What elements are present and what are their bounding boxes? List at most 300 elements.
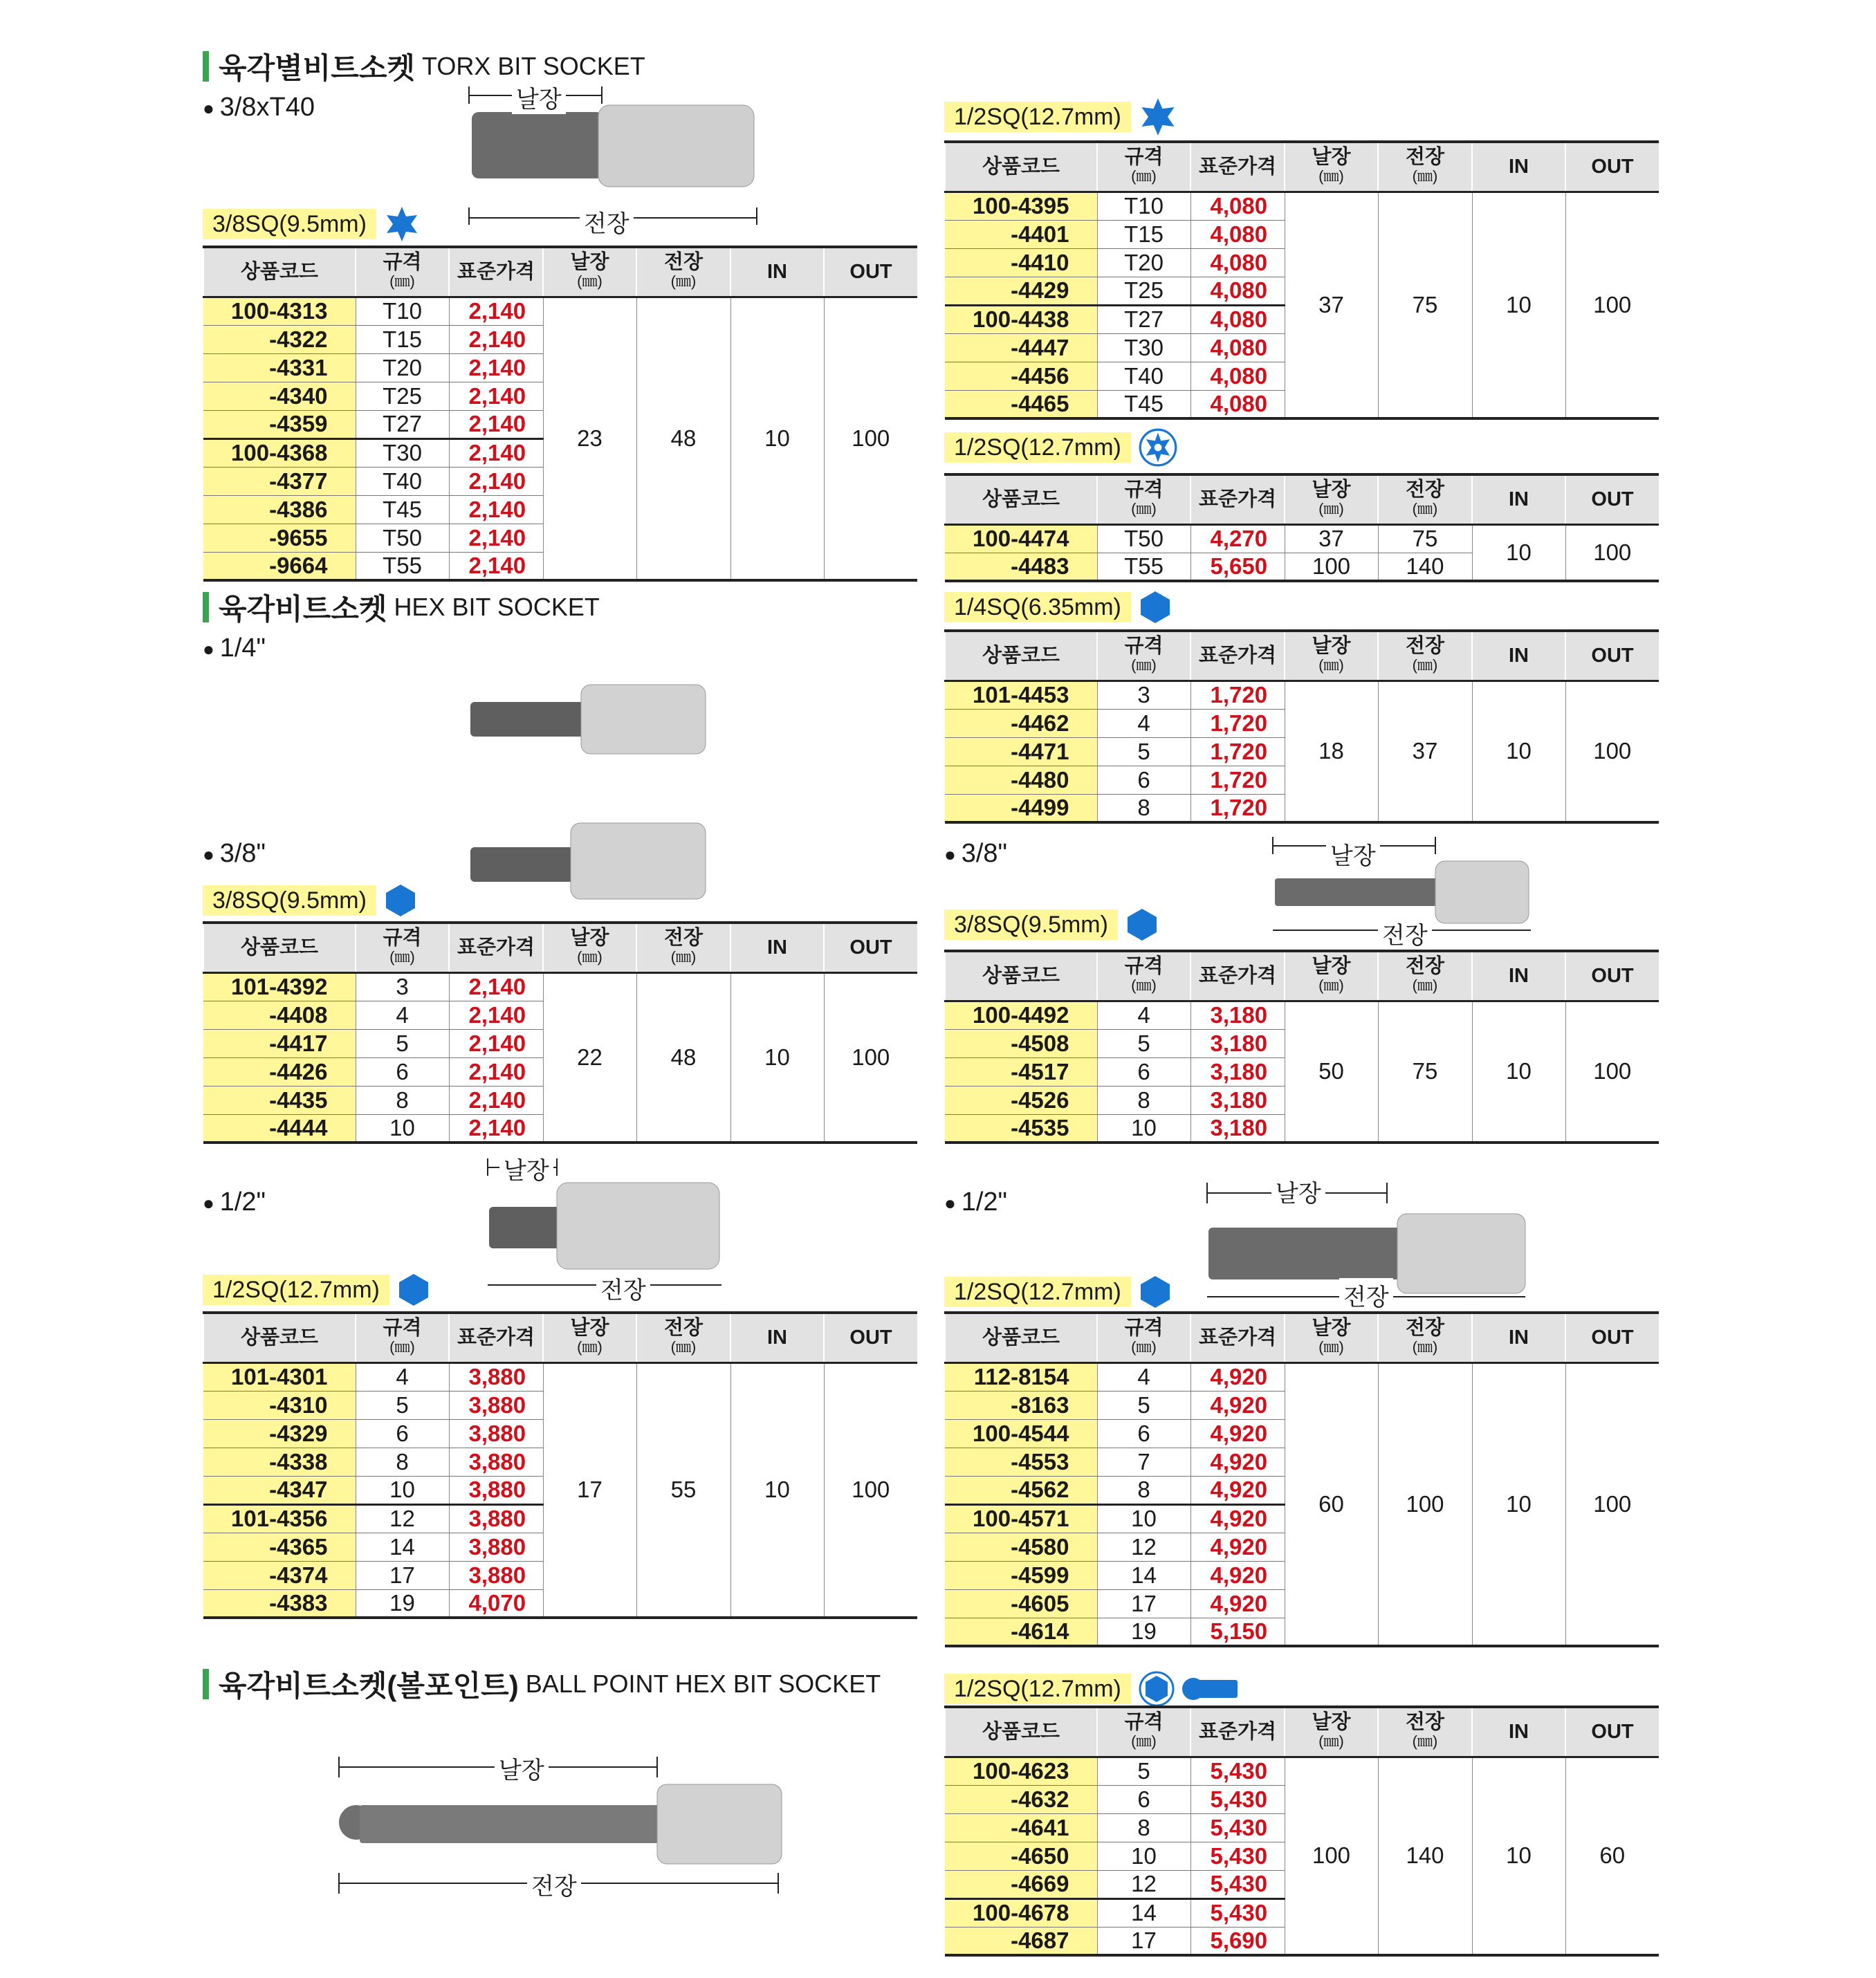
- spec-cell: 10: [730, 297, 824, 580]
- product-code-cell: -4562: [945, 1476, 1097, 1504]
- price-cell: 2,140: [449, 972, 543, 1001]
- column-header: 전장 (㎜): [1378, 951, 1472, 1001]
- column-header: 표준가격: [1190, 631, 1285, 681]
- spec-cell: 19: [1097, 1618, 1190, 1646]
- product-code-cell: -4435: [203, 1086, 356, 1114]
- price-cell: 1,720: [1190, 794, 1285, 822]
- product-code-cell: -4687: [945, 1927, 1097, 1955]
- column-header: 날장 (㎜): [1285, 951, 1378, 1001]
- spec-cell: T15: [356, 325, 449, 353]
- table-row: [945, 192, 1659, 220]
- hexagon-icon: [1125, 907, 1159, 942]
- price-cell: 3,180: [1190, 1114, 1285, 1143]
- price-cell: 2,140: [449, 382, 543, 410]
- price-cell: 2,140: [449, 1114, 543, 1143]
- product-code-cell: -9655: [203, 524, 356, 552]
- table-row: [203, 297, 917, 325]
- spec-cell: 4: [356, 1362, 449, 1391]
- price-cell: 2,140: [449, 552, 543, 580]
- product-code-cell: -4359: [203, 410, 356, 438]
- price-cell: 3,880: [449, 1448, 543, 1476]
- spec-cell: 19: [356, 1589, 449, 1618]
- price-cell: 5,430: [1190, 1842, 1285, 1870]
- spec-cell: T27: [1097, 305, 1190, 333]
- column-header: IN: [1472, 1707, 1565, 1757]
- hex-38-long-table: [944, 950, 1659, 1144]
- price-cell: 4,080: [1190, 248, 1285, 277]
- column-header: 표준가격: [1190, 1707, 1285, 1757]
- spec-cell: 100: [1565, 1001, 1659, 1143]
- column-header: 표준가격: [1190, 1313, 1285, 1362]
- product-code-cell: -4329: [203, 1419, 356, 1448]
- product-code-cell: 100-4474: [945, 524, 1097, 553]
- spec-cell: 8: [1097, 794, 1190, 822]
- table-row: [945, 681, 1659, 709]
- title-accent-bar: [203, 51, 209, 82]
- product-code-cell: 100-4313: [203, 297, 356, 325]
- col-total: 전장 (㎜): [636, 247, 730, 297]
- product-code-cell: 101-4356: [203, 1504, 356, 1533]
- spec-cell: T50: [356, 524, 449, 552]
- column-header: 규격 (㎜): [1097, 1313, 1190, 1362]
- column-header: 표준가격: [1190, 951, 1285, 1001]
- hex-38-sq-label: [203, 885, 418, 916]
- spec-cell: T45: [356, 495, 449, 524]
- price-cell: 4,920: [1190, 1589, 1285, 1618]
- sq-text: 1/4SQ(6.35mm): [944, 592, 1131, 622]
- ball-blade-label: 날장: [495, 1751, 549, 1785]
- hex-12-long-blade-label: 날장: [1271, 1174, 1325, 1208]
- hex-12-sq-label: [203, 1275, 431, 1305]
- table-row: [945, 1001, 1659, 1029]
- spec-cell: 12: [1097, 1870, 1190, 1898]
- spec-cell: 8: [1097, 1476, 1190, 1504]
- spec-cell: 100: [1565, 1362, 1659, 1646]
- product-code-cell: -4417: [203, 1029, 356, 1057]
- product-code-cell: 101-4453: [945, 681, 1097, 709]
- spec-cell: 60: [1285, 1362, 1378, 1646]
- column-header: OUT: [1565, 631, 1659, 681]
- spec-cell: 10: [730, 972, 824, 1143]
- price-cell: 4,080: [1190, 333, 1285, 362]
- ball-title-en: BALL POINT HEX BIT SOCKET: [525, 1670, 881, 1698]
- price-cell: 4,070: [449, 1589, 543, 1618]
- product-code-cell: 100-4395: [945, 192, 1097, 220]
- price-cell: 2,140: [449, 1086, 543, 1114]
- price-cell: 3,880: [449, 1561, 543, 1589]
- column-header: IN: [1472, 1313, 1565, 1362]
- product-code-cell: 100-4571: [945, 1504, 1097, 1533]
- product-code-cell: -4471: [945, 737, 1097, 766]
- spec-cell: 37: [1285, 524, 1378, 553]
- column-header: 전장 (㎜): [1378, 474, 1472, 524]
- torx-total-label: 전장: [580, 205, 634, 239]
- price-cell: 3,880: [449, 1419, 543, 1448]
- spec-cell: 5: [356, 1391, 449, 1419]
- spec-cell: 6: [356, 1057, 449, 1086]
- table-row: [945, 1362, 1659, 1391]
- price-cell: 3,180: [1190, 1086, 1285, 1114]
- product-code-cell: -4526: [945, 1086, 1097, 1114]
- spec-cell: 17: [356, 1561, 449, 1589]
- spec-cell: 17: [1097, 1927, 1190, 1955]
- product-code-cell: -4508: [945, 1029, 1097, 1057]
- product-code-cell: -4377: [203, 467, 356, 495]
- spec-cell: T40: [1097, 362, 1190, 390]
- ball-section-title: [203, 1663, 881, 1705]
- title-accent-bar: [203, 592, 209, 622]
- column-header: OUT: [1565, 142, 1659, 192]
- product-code-cell: -4517: [945, 1057, 1097, 1086]
- spec-cell: 100: [824, 1362, 917, 1618]
- column-header: 전장 (㎜): [1378, 142, 1472, 192]
- table-row: [203, 1362, 917, 1391]
- column-header: OUT: [824, 1313, 917, 1362]
- spec-cell: T10: [356, 297, 449, 325]
- column-header: IN: [730, 923, 824, 972]
- product-code-cell: -4456: [945, 362, 1097, 390]
- spec-cell: 5: [1097, 737, 1190, 766]
- product-code-cell: 100-4438: [945, 305, 1097, 333]
- col-in: IN: [730, 247, 824, 297]
- spec-cell: 22: [543, 972, 636, 1143]
- hex-14-sq-label: [944, 592, 1172, 622]
- price-cell: 4,920: [1190, 1504, 1285, 1533]
- column-header: 날장 (㎜): [1285, 1313, 1378, 1362]
- price-cell: 4,920: [1190, 1476, 1285, 1504]
- column-header: 상품코드: [945, 1707, 1097, 1757]
- table-row: [203, 972, 917, 1001]
- hex-12-total-label: 전장: [596, 1271, 650, 1305]
- spec-cell: 4: [1097, 1362, 1190, 1391]
- torx-hole-sq-label: [944, 432, 1178, 463]
- price-cell: 5,690: [1190, 1927, 1285, 1955]
- hex-title-en: HEX BIT SOCKET: [394, 593, 600, 621]
- spec-cell: 140: [1378, 553, 1472, 581]
- spec-cell: 10: [1472, 1362, 1565, 1646]
- column-header: 규격 (㎜): [356, 923, 449, 972]
- spec-cell: 100: [824, 297, 917, 580]
- price-cell: 2,140: [449, 353, 543, 382]
- col-blade: 날장 (㎜): [543, 247, 636, 297]
- spec-cell: 6: [1097, 1785, 1190, 1813]
- column-header: 표준가격: [1190, 474, 1285, 524]
- spec-cell: 8: [1097, 1813, 1190, 1842]
- hexagon-icon: [1138, 1275, 1172, 1309]
- column-header: 날장 (㎜): [1285, 1707, 1378, 1757]
- product-code-cell: -4386: [203, 495, 356, 524]
- price-cell: 4,920: [1190, 1533, 1285, 1561]
- column-header: 전장 (㎜): [636, 923, 730, 972]
- column-header: 날장 (㎜): [1285, 142, 1378, 192]
- price-cell: 1,720: [1190, 737, 1285, 766]
- spec-cell: 50: [1285, 1001, 1378, 1143]
- product-code-cell: -4669: [945, 1870, 1097, 1898]
- spec-cell: 10: [1097, 1114, 1190, 1143]
- price-cell: 2,140: [449, 495, 543, 524]
- hex-12-table: [203, 1311, 917, 1619]
- column-header: 표준가격: [449, 923, 543, 972]
- column-header: 전장 (㎜): [1378, 1313, 1472, 1362]
- product-code-cell: -4605: [945, 1589, 1097, 1618]
- product-code-cell: -4383: [203, 1589, 356, 1618]
- hex-12-long-table: [944, 1311, 1659, 1647]
- spec-cell: 5: [1097, 1391, 1190, 1419]
- product-code-cell: -8163: [945, 1391, 1097, 1419]
- product-code-cell: -4480: [945, 766, 1097, 794]
- product-code-cell: -4347: [203, 1476, 356, 1504]
- spec-cell: 23: [543, 297, 636, 580]
- price-cell: 4,920: [1190, 1448, 1285, 1476]
- sq-text: 3/8SQ(9.5mm): [203, 885, 376, 916]
- hex-38-long-bullet: ● 3/8": [944, 839, 1007, 869]
- product-code-cell: 112-8154: [945, 1362, 1097, 1391]
- spec-cell: 4: [1097, 709, 1190, 737]
- price-cell: 5,150: [1190, 1618, 1285, 1646]
- ball-12-sq-label: [944, 1674, 1240, 1704]
- product-code-cell: -4410: [945, 248, 1097, 277]
- spec-cell: T55: [356, 552, 449, 580]
- hex-38-long-blade-label: 날장: [1326, 837, 1380, 871]
- product-code-cell: -4641: [945, 1813, 1097, 1842]
- price-cell: 1,720: [1190, 709, 1285, 737]
- price-cell: 4,080: [1190, 277, 1285, 305]
- price-cell: 2,140: [449, 1001, 543, 1029]
- spec-cell: 10: [1472, 192, 1565, 418]
- spec-cell: 100: [1565, 681, 1659, 822]
- spec-cell: T20: [1097, 248, 1190, 277]
- col-code: 상품코드: [203, 247, 356, 297]
- product-code-cell: -4580: [945, 1533, 1097, 1561]
- price-cell: 2,140: [449, 438, 543, 467]
- column-header: 날장 (㎜): [1285, 474, 1378, 524]
- hex-12-long-sq-label: [944, 1277, 1172, 1307]
- price-cell: 3,180: [1190, 1057, 1285, 1086]
- product-code-cell: -4535: [945, 1114, 1097, 1143]
- torx-12-table: [944, 140, 1659, 420]
- column-header: 규격 (㎜): [1097, 951, 1190, 1001]
- price-cell: 4,920: [1190, 1391, 1285, 1419]
- column-header: OUT: [1565, 951, 1659, 1001]
- column-header: 전장 (㎜): [636, 1313, 730, 1362]
- torx-sq-label: [203, 209, 421, 239]
- product-code-cell: 101-4392: [203, 972, 356, 1001]
- column-header: 상품코드: [945, 142, 1097, 192]
- hex-12-long-bullet: ● 1/2": [944, 1187, 1007, 1217]
- product-code-cell: -4650: [945, 1842, 1097, 1870]
- price-cell: 2,140: [449, 524, 543, 552]
- hexagon-icon: [396, 1273, 431, 1307]
- hexagon-icon: [383, 883, 418, 918]
- product-code-cell: -4465: [945, 390, 1097, 418]
- product-code-cell: 100-4623: [945, 1757, 1097, 1785]
- spec-cell: 17: [543, 1362, 636, 1618]
- ball-title-kr: 육각비트소켓(볼포인트): [219, 1670, 519, 1702]
- price-cell: 3,880: [449, 1504, 543, 1533]
- spec-cell: 10: [1472, 1757, 1565, 1955]
- column-header: 상품코드: [945, 631, 1097, 681]
- price-cell: 3,880: [449, 1391, 543, 1419]
- hex-title-kr: 육각비트소켓: [219, 593, 387, 625]
- product-code-cell: -4447: [945, 333, 1097, 362]
- spec-cell: 6: [356, 1419, 449, 1448]
- spec-cell: 12: [356, 1504, 449, 1533]
- column-header: 표준가격: [1190, 142, 1285, 192]
- column-header: 규격 (㎜): [1097, 474, 1190, 524]
- spec-cell: 5: [1097, 1029, 1190, 1057]
- ball-total-label: 전장: [527, 1867, 581, 1901]
- hex-socket-14-image: [467, 681, 712, 757]
- column-header: IN: [1472, 142, 1565, 192]
- price-cell: 5,430: [1190, 1898, 1285, 1927]
- spec-cell: T30: [1097, 333, 1190, 362]
- spec-cell: 37: [1378, 681, 1472, 822]
- column-header: 규격 (㎜): [356, 1313, 449, 1362]
- product-code-cell: -4338: [203, 1448, 356, 1476]
- hex-12-blade-label: 날장: [499, 1152, 553, 1185]
- sq-text: 3/8SQ(9.5mm): [944, 909, 1118, 940]
- col-out: OUT: [824, 247, 917, 297]
- hex-38-long-total-label: 전장: [1378, 916, 1432, 950]
- hex-14-table: [944, 629, 1659, 824]
- price-cell: 2,140: [449, 1057, 543, 1086]
- column-header: 상품코드: [945, 951, 1097, 1001]
- price-cell: 5,430: [1190, 1785, 1285, 1813]
- price-cell: 3,880: [449, 1476, 543, 1504]
- spec-cell: 55: [636, 1362, 730, 1618]
- spec-cell: 3: [1097, 681, 1190, 709]
- ball-12-table: [944, 1706, 1659, 1957]
- spec-cell: 75: [1378, 524, 1472, 553]
- hex-12-long-total-label: 전장: [1339, 1278, 1393, 1312]
- price-cell: 2,140: [449, 325, 543, 353]
- spec-cell: 14: [356, 1533, 449, 1561]
- spec-cell: 10: [1472, 1001, 1565, 1143]
- spec-cell: 7: [1097, 1448, 1190, 1476]
- spec-cell: T20: [356, 353, 449, 382]
- product-code-cell: -4444: [203, 1114, 356, 1143]
- product-code-cell: -4374: [203, 1561, 356, 1589]
- column-header: 날장 (㎜): [543, 923, 636, 972]
- price-cell: 5,650: [1190, 553, 1285, 581]
- torx-38-table: [203, 246, 917, 582]
- product-code-cell: -4365: [203, 1533, 356, 1561]
- price-cell: 3,180: [1190, 1029, 1285, 1057]
- spec-cell: 75: [1378, 1001, 1472, 1143]
- table-row: [945, 524, 1659, 553]
- column-header: OUT: [1565, 1707, 1659, 1757]
- product-code-cell: 100-4492: [945, 1001, 1097, 1029]
- spec-cell: 6: [1097, 1419, 1190, 1448]
- price-cell: 3,880: [449, 1362, 543, 1391]
- product-code-cell: -4614: [945, 1618, 1097, 1646]
- spec-cell: 10: [1097, 1504, 1190, 1533]
- spec-cell: 8: [356, 1086, 449, 1114]
- sq-text: 1/2SQ(12.7mm): [944, 1674, 1131, 1704]
- product-code-cell: 100-4368: [203, 438, 356, 467]
- spec-cell: 3: [356, 972, 449, 1001]
- spec-cell: T50: [1097, 524, 1190, 553]
- torx-star-icon: [1138, 97, 1178, 137]
- column-header: IN: [1472, 474, 1565, 524]
- ball-hex-icon: [1138, 1670, 1175, 1708]
- column-header: OUT: [824, 923, 917, 972]
- torx-title-en: TORX BIT SOCKET: [422, 52, 645, 80]
- spec-cell: 14: [1097, 1898, 1190, 1927]
- torx-bullet: ● 3/8xT40: [203, 93, 315, 122]
- spec-cell: 5: [356, 1029, 449, 1057]
- column-header: OUT: [1565, 474, 1659, 524]
- column-header: 상품코드: [203, 923, 356, 972]
- spec-cell: 6: [1097, 1057, 1190, 1086]
- table-row: [945, 1757, 1659, 1785]
- sq-text: 1/2SQ(12.7mm): [944, 432, 1131, 463]
- hex-socket-38-image: [467, 820, 712, 903]
- spec-cell: 5: [1097, 1757, 1190, 1785]
- spec-cell: 100: [824, 972, 917, 1143]
- torx-12-sq-label: [944, 102, 1178, 132]
- product-code-cell: -4401: [945, 220, 1097, 248]
- spec-cell: 10: [356, 1476, 449, 1504]
- spec-cell: 4: [356, 1001, 449, 1029]
- product-code-cell: -4331: [203, 353, 356, 382]
- spec-cell: 6: [1097, 766, 1190, 794]
- price-cell: 4,080: [1190, 305, 1285, 333]
- price-cell: 5,430: [1190, 1813, 1285, 1842]
- spec-cell: 60: [1565, 1757, 1659, 1955]
- spec-cell: T45: [1097, 390, 1190, 418]
- hexagon-icon: [1138, 590, 1172, 625]
- price-cell: 5,430: [1190, 1757, 1285, 1785]
- spec-cell: T25: [356, 382, 449, 410]
- price-cell: 4,920: [1190, 1362, 1285, 1391]
- column-header: 날장 (㎜): [543, 1313, 636, 1362]
- product-code-cell: 100-4544: [945, 1419, 1097, 1448]
- sq-text: 1/2SQ(12.7mm): [203, 1275, 389, 1305]
- column-header: 규격 (㎜): [1097, 631, 1190, 681]
- spec-cell: 100: [1378, 1362, 1472, 1646]
- product-code-cell: -4599: [945, 1561, 1097, 1589]
- sq-text: 1/2SQ(12.7mm): [944, 102, 1131, 132]
- product-code-cell: -4553: [945, 1448, 1097, 1476]
- hex-bullet-14: ● 1/4": [203, 634, 266, 663]
- hex-38-table: [203, 921, 917, 1144]
- hex-38-long-sq-label: [944, 909, 1159, 940]
- product-code-cell: -4462: [945, 709, 1097, 737]
- spec-cell: 100: [1285, 553, 1378, 581]
- column-header: 규격 (㎜): [1097, 142, 1190, 192]
- torx-title-kr: 육각별비트소켓: [219, 52, 416, 84]
- product-code-cell: -4632: [945, 1785, 1097, 1813]
- price-cell: 4,920: [1190, 1561, 1285, 1589]
- column-header: OUT: [1565, 1313, 1659, 1362]
- sq-text: 1/2SQ(12.7mm): [944, 1277, 1131, 1307]
- ball-end-icon: [1181, 1672, 1240, 1706]
- spec-cell: 10: [1472, 681, 1565, 822]
- hex-bullet-38: ● 3/8": [203, 839, 266, 869]
- product-code-cell: -4483: [945, 553, 1097, 581]
- spec-cell: 17: [1097, 1589, 1190, 1618]
- price-cell: 2,140: [449, 410, 543, 438]
- spec-cell: T25: [1097, 277, 1190, 305]
- product-code-cell: -4310: [203, 1391, 356, 1419]
- column-header: 규격 (㎜): [1097, 1707, 1190, 1757]
- column-header: 표준가격: [449, 1313, 543, 1362]
- spec-cell: 10: [1097, 1842, 1190, 1870]
- hex-bullet-12: ● 1/2": [203, 1187, 266, 1217]
- col-spec: 규격 (㎜): [356, 247, 449, 297]
- torx-tamper-icon: [1138, 427, 1178, 468]
